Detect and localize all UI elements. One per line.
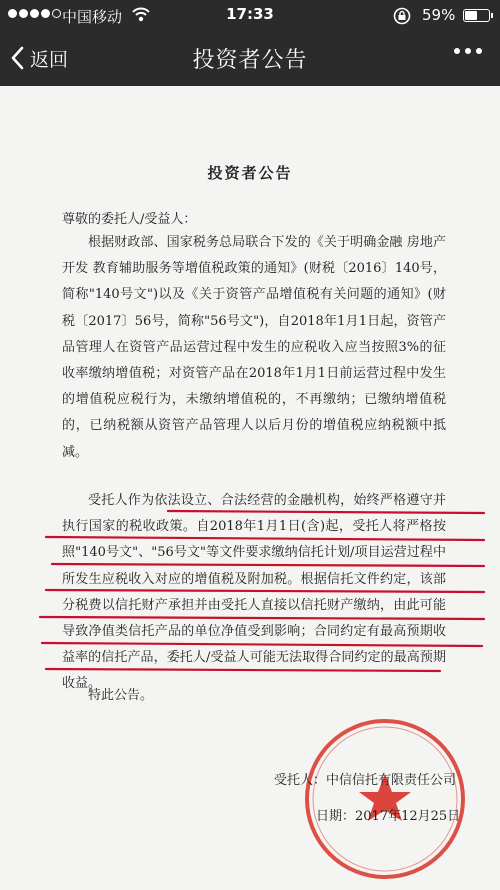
status-bar <box>0 0 500 30</box>
closing-line: 特此公告。 <box>88 688 154 703</box>
document-title: 投资者公告 <box>207 164 293 182</box>
document-date: 日期：2017年12月25日 <box>316 809 461 824</box>
carrier-label: 中国移动 <box>62 8 123 26</box>
salutation: 尊敬的委托人/受益人： <box>62 212 197 227</box>
paragraph-trustee-notice: 受托人作为依法设立、合法经营的金融机构，始终严格遵守并执行国家的税收政策。自2018年1月1日(含)起，受托人将严格按照"140号文"、"56号文"等文件要求缴纳信托计划/项目运营过程中所发生应税收入对应的增值税及附加税。根据信托文件约定，该部分税费以信托财产承担并由受托人直接以信托财产缴纳，由此可能导致净值类信托产品的单位净值受到影响；合同约定有最高预期收益率的信托产品，委托人/受益人可能无法取得合同约定的最高预期收益。 <box>62 493 446 692</box>
battery-percent: 59% <box>422 6 456 24</box>
back-label: 返回 <box>30 48 69 71</box>
page-title: 投资者公告 <box>192 48 308 73</box>
nav-bar <box>0 30 500 86</box>
company-seal <box>300 714 470 884</box>
more-dots-icon[interactable] <box>454 48 482 54</box>
clock: 17:33 <box>226 5 274 23</box>
battery-level-fill <box>465 11 477 20</box>
announcement-document <box>0 86 500 890</box>
paragraph-tax-policy: 根据财政部、国家税务总局联合下发的《关于明确金融 房地产开发 教育辅助服务等增值税政策的通知》(财税〔2016〕140号，简称"140号文")以及《关于资管产品增值税有关问题的通知》(财税〔2017〕56号，简称"56号文")，自2018年1月1日起，资管产品管理人在资管产品运营过程中发生的应税收入应当按照3%的征收率缴纳增值税；对资管产品在2018年1月1日前运营过程中发生的增值税应税行为，未缴纳增值税的，不再缴纳；已缴纳增值税的，已纳税额从资管产品管理人以后月份的增值税应纳税额中抵减。 <box>62 235 446 460</box>
trustee-signature: 受托人：中信信托有限责任公司 <box>274 773 457 788</box>
battery-icon <box>463 9 490 22</box>
rotation-lock-icon <box>392 6 412 26</box>
